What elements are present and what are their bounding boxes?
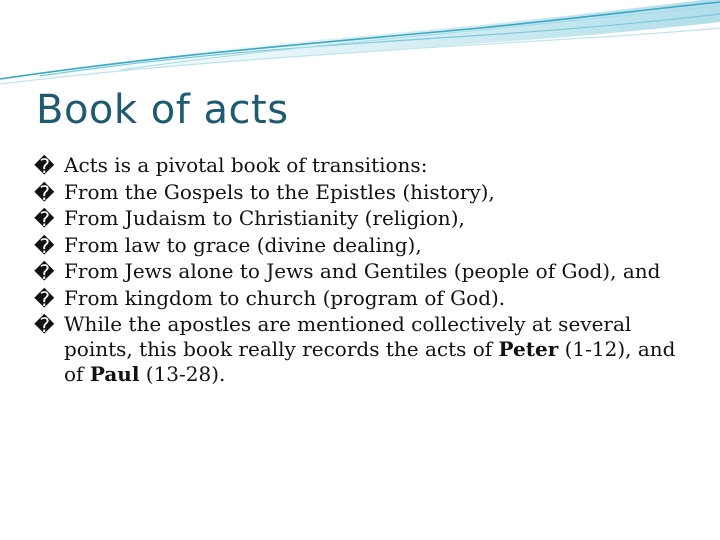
bullet-item [34, 312, 700, 387]
bullet-glyph-icon: � [34, 207, 55, 231]
bullet-glyph-icon: � [34, 154, 55, 178]
bullet-text: While the apostles are mentioned collectively at several points, this book really records the acts of [64, 312, 632, 361]
bullet-glyph-icon: � [34, 286, 55, 311]
bullet-text: Acts is a pivotal book of transitions: [64, 153, 428, 177]
slide-title: Book of acts [36, 87, 289, 133]
decorative-wave-header [0, 0, 720, 90]
bullet-text: From Judaism to Christianity (religion), [64, 206, 465, 230]
bullet-glyph-icon: � [34, 233, 55, 258]
bullet-item [34, 259, 700, 284]
bullet-glyph-icon: � [34, 180, 55, 205]
bullet-text: From kingdom to church (program of God). [64, 285, 506, 310]
bullet-text: (1-12), and of [64, 337, 676, 386]
bullet-item [34, 180, 700, 205]
bullet-glyph-icon: � [34, 313, 55, 337]
bullet-list [34, 153, 700, 389]
bullet-item [34, 153, 700, 178]
bullet-glyph-icon: � [34, 260, 55, 284]
bullet-text: (13-28). [139, 362, 226, 386]
bullet-item [34, 233, 700, 258]
bullet-item [34, 206, 700, 231]
bullet-item [34, 286, 700, 311]
bullet-text: From Jews alone to Jews and Gentiles (people of God), and [64, 259, 661, 283]
bullet-text: From law to grace (divine dealing), [64, 232, 422, 257]
apostle-name-peter: Peter [498, 337, 559, 361]
bullet-text: From the Gospels to the Epistles (history), [64, 179, 495, 204]
apostle-name-paul: Paul [89, 362, 140, 386]
